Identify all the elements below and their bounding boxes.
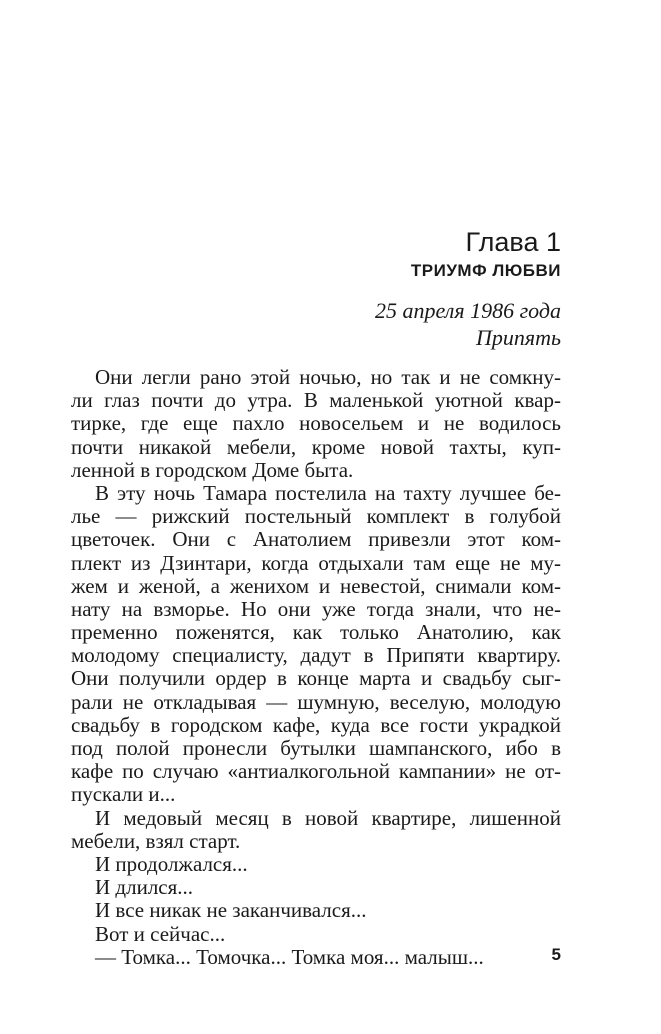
text-line: — Томка... Томочка... Томка моя... малыш... xyxy=(95,944,484,969)
text-line: пременно поженятся, как только Анатолию, как xyxy=(71,620,561,645)
epigraph-place: Припять xyxy=(475,325,561,350)
chapter-subtitle: ТРИУМФ ЛЮБВИ xyxy=(410,261,561,280)
text-line: Они получили ордер в конце марта и свадьбу сыг- xyxy=(71,666,561,691)
text-line: молодому специалисту, дадут в Припяти квартиру. xyxy=(71,643,561,668)
page-number: 5 xyxy=(551,945,561,964)
text-line: почти никакой мебели, кроме новой тахты, куп- xyxy=(71,434,561,459)
text-line: ленной в городском Доме быта. xyxy=(71,457,354,482)
text-line: жем и женой, а женихом и невестой, снимали ком- xyxy=(71,573,561,598)
text-line: свадьбу в городском кафе, куда все гости украдкой xyxy=(71,712,561,737)
body-text xyxy=(71,366,561,969)
text-line: мебели, взял старт. xyxy=(71,828,241,853)
text-line: плект из Дзинтари, когда отдыхали там еще не му- xyxy=(71,550,561,575)
text-line: цветочек. Они с Анатолием привезли этот ком- xyxy=(71,527,561,552)
chapter-title: Глава 1 xyxy=(465,227,561,257)
text-line: рали не откладывая — шумную, веселую, молодую xyxy=(71,689,561,714)
text-line: лье — рижский постельный комплект в голубой xyxy=(71,504,561,529)
text-line: И медовый месяц в новой квартире, лишенной xyxy=(95,805,561,830)
text-line: ли глаз почти до утра. В маленькой уютной квар- xyxy=(71,388,561,413)
text-line: И длился... xyxy=(95,875,194,900)
epigraph-date: 25 апреля 1986 года xyxy=(375,298,561,323)
text-line: И продолжался... xyxy=(95,851,248,876)
text-line: под полой пронесли бутылки шампанского, ибо в xyxy=(71,736,561,760)
text-line: тирке, где еще пахло новосельем и не водилось xyxy=(71,411,561,436)
text-line: Они легли рано этой ночью, но так и не сомкну- xyxy=(95,365,561,389)
text-line: пускали и... xyxy=(71,782,176,807)
text-line: И все никак не заканчивался... xyxy=(95,898,367,923)
text-line: нату на взморье. Но они уже тогда знали, что не- xyxy=(71,596,561,621)
text-line: кафе по случаю «антиалкогольной кампании» не от- xyxy=(71,759,561,784)
text-line: В эту ночь Тамара постелила на тахту лучшее бе- xyxy=(95,480,561,505)
text-line: Вот и сейчас... xyxy=(95,921,226,946)
